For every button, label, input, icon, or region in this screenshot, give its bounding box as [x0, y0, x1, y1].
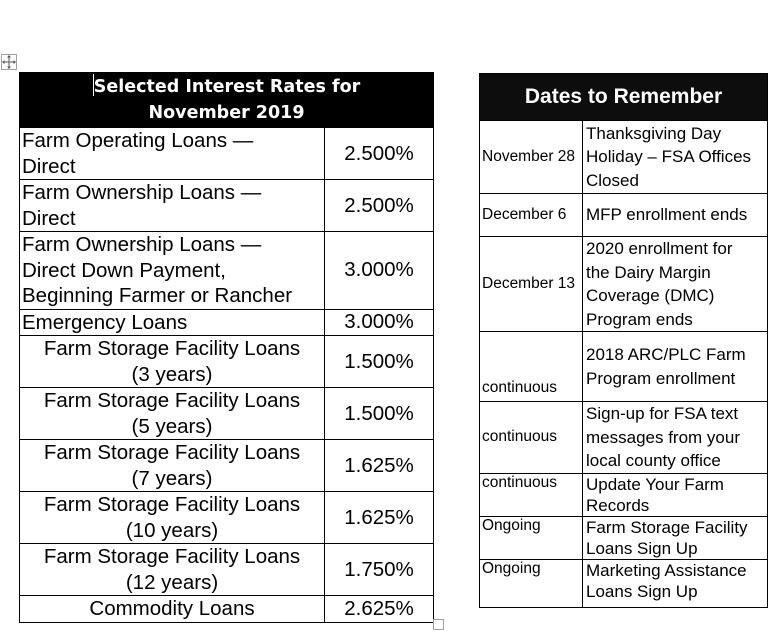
date-cell: Ongoing — [480, 559, 583, 607]
event-cell: Update Your Farm Records — [583, 473, 768, 516]
event-cell: Farm Storage Facility Loans Sign Up — [583, 516, 768, 559]
rate-cell: 2.625% — [325, 596, 434, 623]
date-cell: continuous — [480, 473, 583, 516]
loan-name-cell: Farm Operating Loans — Direct — [20, 128, 325, 180]
table-row — [20, 336, 434, 388]
rate-cell: 3.000% — [325, 232, 434, 310]
rate-cell: 3.000% — [325, 309, 434, 336]
table-row — [480, 332, 768, 402]
table-row — [20, 180, 434, 232]
loan-name-cell: Farm Storage Facility Loans (7 years) — [20, 440, 325, 492]
table-row — [480, 194, 768, 237]
table-row — [20, 128, 434, 180]
table-row — [20, 232, 434, 310]
table-row — [20, 309, 434, 336]
date-cell: continuous — [480, 332, 583, 402]
table-row — [20, 544, 434, 596]
table-row — [20, 492, 434, 544]
rate-cell: 2.500% — [325, 180, 434, 232]
table-row — [480, 237, 768, 332]
table-row — [20, 596, 434, 623]
interest-rates-table — [19, 72, 434, 623]
table-row — [480, 516, 768, 559]
rates-table-header — [20, 73, 434, 128]
rates-title-line1: Selected Interest Rates for — [93, 77, 361, 97]
event-cell: Marketing Assistance Loans Sign Up — [583, 559, 768, 607]
rate-cell: 1.750% — [325, 544, 434, 596]
move-arrows-icon — [2, 55, 16, 69]
rate-cell: 1.500% — [325, 336, 434, 388]
loan-name-cell: Farm Storage Facility Loans (5 years) — [20, 388, 325, 440]
loan-name-cell: Farm Storage Facility Loans (10 years) — [20, 492, 325, 544]
loan-name-cell: Farm Storage Facility Loans (3 years) — [20, 336, 325, 388]
event-cell: Sign-up for FSA text messages from your local county office — [583, 402, 768, 474]
table-row — [480, 121, 768, 194]
dates-table-header: Dates to Remember — [480, 74, 768, 121]
date-cell: continuous — [480, 402, 583, 474]
date-cell: December 6 — [480, 194, 583, 237]
rate-cell: 1.625% — [325, 440, 434, 492]
date-cell: December 13 — [480, 237, 583, 332]
event-cell: 2020 enrollment for the Dairy Margin Coverage (DMC) Program ends — [583, 237, 768, 332]
loan-name-cell: Emergency Loans — [20, 309, 325, 336]
event-cell: Thanksgiving Day Holiday – FSA Offices Closed — [583, 121, 768, 194]
rate-cell: 2.500% — [325, 128, 434, 180]
table-row — [20, 388, 434, 440]
table-row — [20, 440, 434, 492]
loan-name-cell: Commodity Loans — [20, 596, 325, 623]
table-resize-handle[interactable] — [433, 619, 444, 630]
table-move-handle[interactable] — [1, 54, 17, 70]
rates-title-line2: November 2019 — [148, 103, 305, 123]
loan-name-cell: Farm Ownership Loans — Direct — [20, 180, 325, 232]
loan-name-cell: Farm Ownership Loans — Direct Down Payment, Beginning Farmer or Rancher — [20, 232, 325, 310]
date-cell: November 28 — [480, 121, 583, 194]
date-cell: Ongoing — [480, 516, 583, 559]
table-row — [480, 473, 768, 516]
rate-cell: 1.625% — [325, 492, 434, 544]
rate-cell: 1.500% — [325, 388, 434, 440]
table-row — [480, 402, 768, 474]
table-row — [480, 559, 768, 607]
event-cell: MFP enrollment ends — [583, 194, 768, 237]
loan-name-cell: Farm Storage Facility Loans (12 years) — [20, 544, 325, 596]
dates-to-remember-table — [479, 73, 768, 608]
event-cell: 2018 ARC/PLC Farm Program enrollment — [583, 332, 768, 402]
